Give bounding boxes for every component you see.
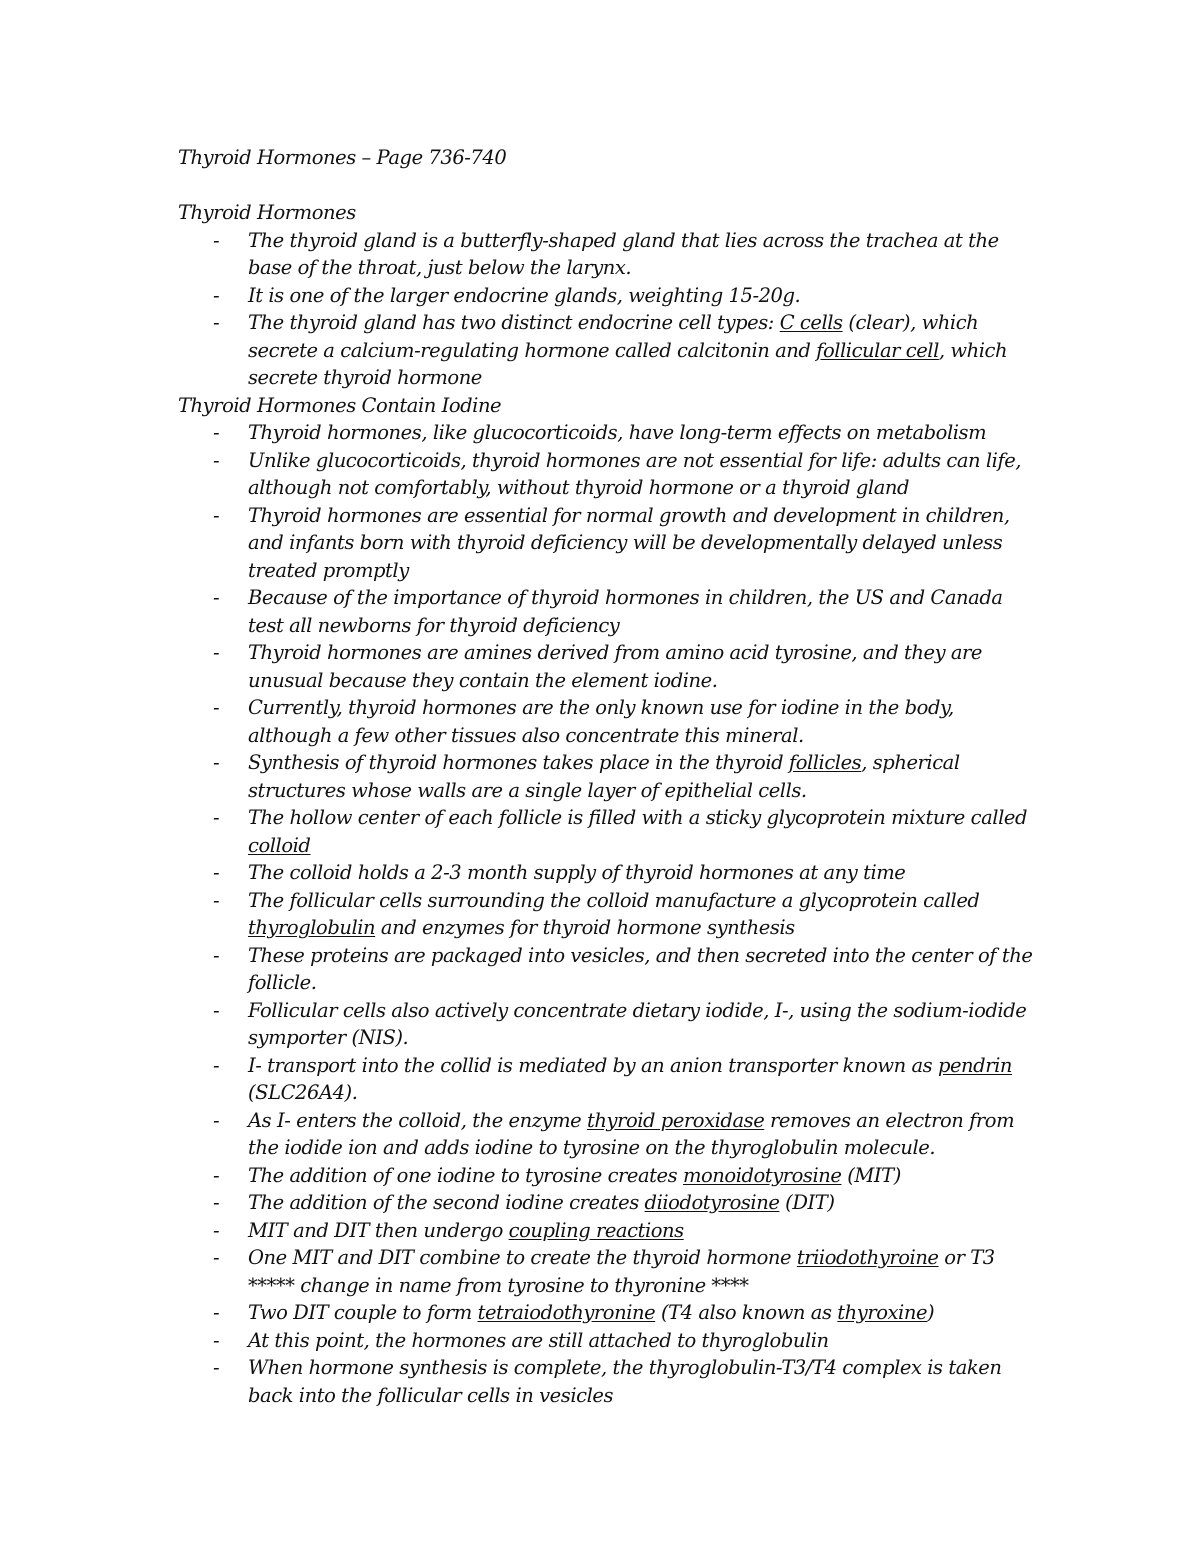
bullet-dash: - bbox=[213, 943, 220, 967]
item-text: The hollow center of each follicle is filled with a sticky glycoprotein mixture called bbox=[248, 806, 1027, 829]
item-text: , spherical structures whose walls are a single layer of epithelial cells. bbox=[248, 751, 960, 802]
list-item bbox=[178, 419, 1038, 447]
item-text: , which secrete thyroid hormone bbox=[248, 338, 1008, 389]
section-heading: Thyroid Hormones Contain Iodine bbox=[178, 393, 502, 417]
underlined-term: coupling reactions bbox=[508, 1218, 684, 1242]
underlined-term: monoidotyrosine bbox=[682, 1163, 842, 1187]
item-text: Thyroid hormones are essential for normal growth and development in children, and infants born with thyroid deficiency will be developmentally delayed unless treated promptly bbox=[248, 503, 1010, 582]
item-text: One MIT and DIT combine to create the thyroid hormone bbox=[248, 1246, 797, 1269]
underlined-term: diiodotyrosine bbox=[644, 1191, 780, 1214]
bullet-dash: - bbox=[213, 1356, 220, 1379]
item-text: Thyroid hormones are amines derived from amino acid tyrosine, and they are unusual because they contain the element iodine. bbox=[248, 641, 983, 692]
list-item bbox=[178, 309, 1038, 392]
bullet-dash: - bbox=[213, 696, 220, 719]
bullet-dash: - bbox=[213, 1053, 220, 1077]
item-text: I- transport into the collid is mediated by an anion transporter known as bbox=[248, 1053, 938, 1077]
item-text: At this point, the hormones are still attached to thyroglobulin bbox=[248, 1328, 829, 1352]
list-item bbox=[178, 447, 1038, 502]
item-text: These proteins are packaged into vesicles, and then secreted into the center of the follicle. bbox=[248, 943, 1033, 994]
underlined-term: follicular cell bbox=[816, 338, 939, 362]
list-item bbox=[178, 1327, 1038, 1355]
bullet-dash: - bbox=[213, 1301, 220, 1324]
bullet-dash: - bbox=[213, 1108, 220, 1132]
bullet-dash: - bbox=[213, 311, 220, 334]
bullet-dash: - bbox=[213, 751, 220, 774]
item-text: Follicular cells also actively concentrate dietary iodide, I-, using the sodium-iodide symporter (NIS). bbox=[248, 998, 1027, 1049]
bullet-list bbox=[178, 227, 1038, 392]
item-text: The follicular cells surrounding the colloid manufacture a glycoprotein called bbox=[248, 888, 980, 912]
underlined-term: thyroglobulin bbox=[248, 916, 376, 939]
bullet-dash: - bbox=[213, 861, 220, 884]
underlined-term: tetraiodothyronine bbox=[477, 1301, 656, 1324]
list-item bbox=[178, 859, 1038, 887]
list-item bbox=[178, 1189, 1038, 1217]
item-text: The addition of one iodine to tyrosine creates bbox=[248, 1163, 683, 1187]
list-item bbox=[178, 1107, 1038, 1162]
underlined-term: thyroid peroxidase bbox=[587, 1108, 765, 1132]
list-item bbox=[178, 282, 1038, 310]
underlined-term: thyroxine bbox=[837, 1301, 928, 1324]
item-text: (MIT) bbox=[841, 1163, 901, 1187]
item-text: removes an electron from the iodide ion and adds iodine to tyrosine on the thyroglobulin molecule. bbox=[248, 1108, 1015, 1159]
item-text: The colloid holds a 2-3 month supply of thyroid hormones at any time bbox=[248, 861, 906, 884]
item-text: Currently, thyroid hormones are the only known use for iodine in the body, although a few other tissues also concentrate this mineral. bbox=[248, 696, 954, 747]
list-item bbox=[178, 749, 1038, 804]
underlined-term: C cells bbox=[779, 311, 843, 334]
list-item bbox=[178, 887, 1038, 942]
item-text: Unlike glucocorticoids, thyroid hormones are not essential for life: adults can life, although not comfortably, without thyroid hormone or a thyroid gland bbox=[248, 448, 1022, 499]
bullet-dash: - bbox=[213, 586, 220, 609]
item-text: (clear), which secrete a calcium-regulating hormone called calcitonin and bbox=[248, 311, 979, 362]
list-item bbox=[178, 1217, 1038, 1245]
list-item bbox=[178, 227, 1038, 282]
bullet-dash: - bbox=[213, 1218, 220, 1242]
document-title: Thyroid Hormones – Page 736-740 bbox=[178, 146, 507, 169]
underlined-term: triiodothyroine bbox=[796, 1246, 939, 1269]
item-text: and enzymes for thyroid hormone synthesis bbox=[375, 916, 795, 939]
list-item bbox=[178, 694, 1038, 749]
item-text: Thyroid hormones, like glucocorticoids, have long-term effects on metabolism bbox=[248, 421, 987, 444]
item-text: (DIT) bbox=[779, 1191, 835, 1214]
item-text: ) bbox=[927, 1301, 935, 1324]
section-heading: Thyroid Hormones bbox=[178, 201, 356, 224]
list-item bbox=[178, 502, 1038, 585]
item-text: As I- enters the colloid, the enzyme bbox=[248, 1108, 588, 1132]
bullet-dash: - bbox=[213, 806, 220, 829]
item-text: The addition of the second iodine creates bbox=[248, 1191, 645, 1214]
list-item bbox=[178, 804, 1038, 859]
bullet-dash: - bbox=[213, 421, 220, 444]
bullet-dash: - bbox=[213, 283, 220, 307]
bullet-dash: - bbox=[213, 998, 220, 1022]
item-text: Because of the importance of thyroid hormones in children, the US and Canada test all newborns for thyroid deficiency bbox=[248, 586, 1003, 637]
list-item bbox=[178, 997, 1038, 1052]
item-text: (T4 also known as bbox=[655, 1301, 838, 1324]
bullet-dash: - bbox=[213, 228, 220, 252]
bullet-dash: - bbox=[213, 888, 220, 912]
item-text: When hormone synthesis is complete, the thyroglobulin-T3/T4 complex is taken back into the follicular cells in vesicles bbox=[248, 1356, 1002, 1407]
item-text: or T3 ***** change in name from tyrosine to thyronine **** bbox=[248, 1246, 995, 1297]
bullet-list bbox=[178, 419, 1038, 1409]
bullet-dash: - bbox=[213, 503, 220, 527]
underlined-term: colloid bbox=[248, 833, 311, 857]
list-item bbox=[178, 1244, 1038, 1299]
item-text: (SLC26A4). bbox=[248, 1081, 358, 1104]
bullet-dash: - bbox=[213, 1328, 220, 1352]
list-item bbox=[178, 1354, 1038, 1409]
item-text: MIT and DIT then undergo bbox=[248, 1218, 509, 1242]
bullet-dash: - bbox=[213, 448, 220, 472]
underlined-term: follicles bbox=[788, 751, 862, 774]
list-item bbox=[178, 584, 1038, 639]
document-page bbox=[178, 144, 1038, 1409]
document-sections bbox=[178, 199, 1038, 1409]
list-item bbox=[178, 639, 1038, 694]
list-item bbox=[178, 1052, 1038, 1107]
bullet-dash: - bbox=[213, 641, 220, 664]
item-text: It is one of the larger endocrine glands, weighting 15-20g. bbox=[248, 283, 801, 307]
item-text: Synthesis of thyroid hormones takes place in the thyroid bbox=[248, 751, 789, 774]
list-item bbox=[178, 942, 1038, 997]
bullet-dash: - bbox=[213, 1163, 220, 1187]
item-text: The thyroid gland has two distinct endocrine cell types: bbox=[248, 311, 780, 334]
list-item bbox=[178, 1299, 1038, 1327]
list-item bbox=[178, 1162, 1038, 1190]
item-text: The thyroid gland is a butterfly-shaped gland that lies across the trachea at the base of the throat, just below the larynx. bbox=[248, 228, 999, 279]
bullet-dash: - bbox=[213, 1246, 220, 1269]
bullet-dash: - bbox=[213, 1191, 220, 1214]
item-text: Two DIT couple to form bbox=[248, 1301, 478, 1324]
underlined-term: pendrin bbox=[937, 1053, 1012, 1077]
